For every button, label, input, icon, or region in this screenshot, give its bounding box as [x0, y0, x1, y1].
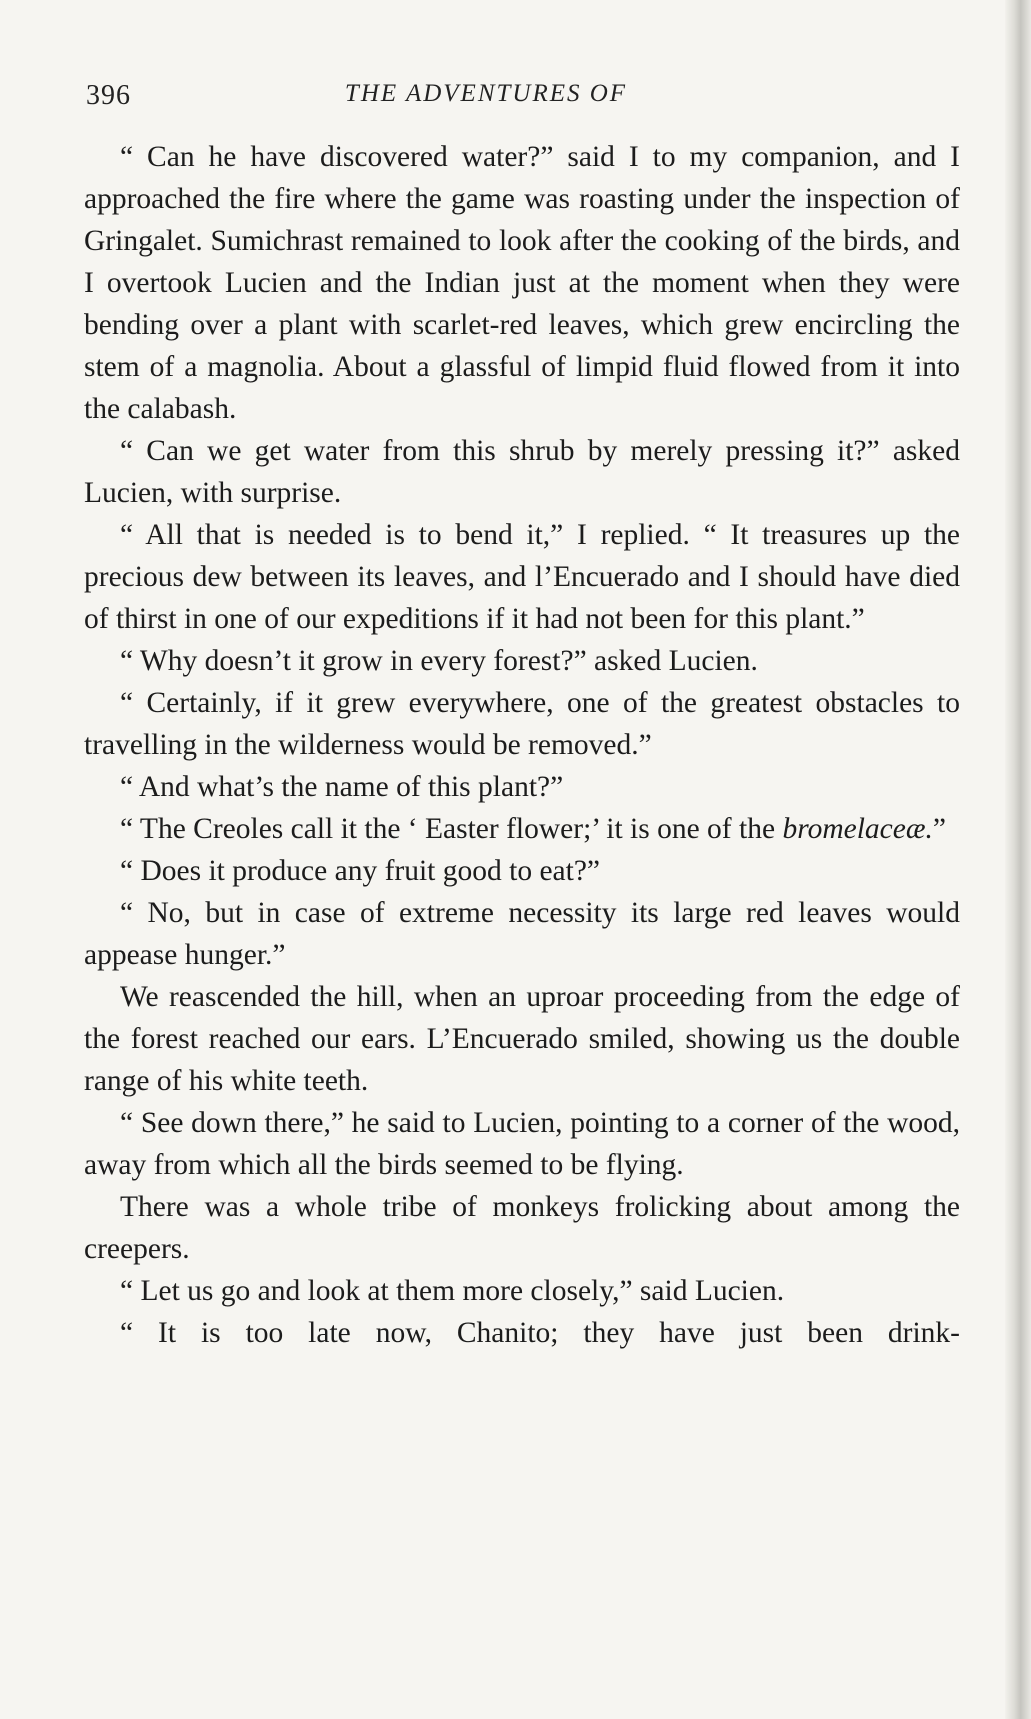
page-number: 396	[86, 80, 131, 111]
paragraph: There was a whole tribe of monkeys frolicking about among the creepers.	[84, 1191, 960, 1265]
page-edge-shadow	[1005, 0, 1031, 1719]
paragraph: We reascended the hill, when an uproar proceeding from the edge of the forest reached our ears. L’Encuerado smiled, showing us the double range of his white teeth.	[84, 981, 960, 1097]
closing-quote: ”	[932, 813, 946, 845]
paragraph	[84, 808, 960, 850]
paragraph: “ No, but in case of extreme necessity its large red leaves would appease hunger.”	[84, 897, 960, 971]
paragraph: “ Can we get water from this shrub by merely pressing it?” asked Lucien, with surprise.	[84, 435, 960, 509]
body-text	[84, 136, 960, 1354]
paragraph: “ All that is needed is to bend it,” I replied. “ It treasures up the precious dew between its leaves, and l’Encuerado and I should have died of thirst in one of our expeditions if it had not been for this plant.”	[84, 519, 960, 635]
paragraph: “ See down there,” he said to Lucien, pointing to a corner of the wood, away from which all the birds seemed to be flying.	[84, 1107, 960, 1181]
page-header	[86, 80, 966, 120]
paragraph: “ Why doesn’t it grow in every forest?” asked Lucien.	[120, 645, 758, 677]
paragraph-text: “ The Creoles call it the ‘ Easter flower;’ it is one of the	[120, 813, 776, 845]
paragraph: “ Can he have discovered water?” said I to my companion, and I approached the fire where the game was roasting under the inspection of Gringalet. Sumichrast remained to look after the cooking of the birds, and I overtook Lucien and the Indian just at the moment when they were bending over a plant with scarlet-red leaves, which grew encircling the stem of a magnolia. About a glassful of limpid fluid flowed from it into the calabash.	[84, 141, 960, 425]
paragraph: “ Does it produce any fruit good to eat?”	[120, 855, 601, 887]
paragraph: “ And what’s the name of this plant?”	[120, 771, 564, 803]
paragraph: “ Let us go and look at them more closely,” said Lucien.	[120, 1275, 785, 1307]
italic-term: bromelaceæ.	[782, 813, 933, 845]
running-head: THE ADVENTURES OF	[344, 80, 628, 107]
paragraph: “ It is too late now, Chanito; they have just been drink-	[120, 1317, 960, 1349]
paragraph: “ Certainly, if it grew everywhere, one of the greatest obstacles to travelling in the wilderness would be removed.”	[84, 687, 960, 761]
